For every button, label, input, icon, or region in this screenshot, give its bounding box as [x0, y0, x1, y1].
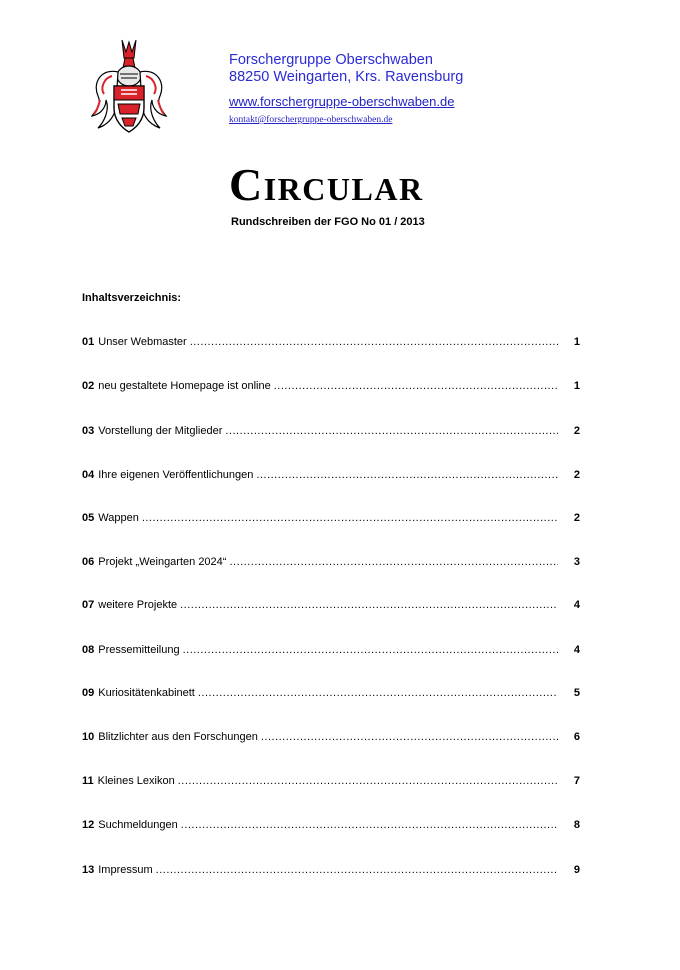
toc-dot-leader	[261, 729, 558, 745]
toc-dot-leader	[181, 817, 558, 833]
toc-dot-leader	[225, 423, 558, 439]
toc-entry-title: Wappen	[98, 512, 139, 524]
toc-entry-number: 13	[82, 864, 95, 876]
toc-entry-number: 10	[82, 731, 95, 743]
toc-entry-title: Projekt „Weingarten 2024“	[98, 556, 227, 568]
toc-entry-page-number: 7	[573, 775, 580, 787]
toc-entry-number: 06	[82, 556, 95, 568]
toc-dot-leader	[274, 378, 558, 394]
toc-entry-title: Blitzlichter aus den Forschungen	[98, 731, 258, 743]
website-link[interactable]: www.forschergruppe-oberschwaben.de	[229, 94, 455, 109]
toc-entry-title: Unser Webmaster	[98, 336, 187, 348]
toc-entry-number: 05	[82, 512, 95, 524]
toc-entry[interactable]	[82, 510, 580, 526]
toc-entry[interactable]	[82, 642, 580, 658]
toc-entry[interactable]	[82, 378, 580, 394]
toc-entry-title: Suchmeldungen	[98, 819, 178, 831]
toc-heading: Inhaltsverzeichnis:	[82, 292, 182, 304]
toc-entry-page-number: 3	[573, 556, 580, 568]
toc-entry-title: Vorstellung der Mitglieder	[98, 425, 223, 437]
toc-dot-leader	[256, 467, 558, 483]
organization-header	[229, 52, 463, 125]
toc-entry[interactable]	[82, 467, 580, 483]
toc-entry-page-number: 4	[573, 599, 580, 611]
toc-dot-leader	[183, 642, 558, 658]
toc-entry-number: 07	[82, 599, 95, 611]
document-subtitle: Rundschreiben der FGO No 01 / 2013	[231, 216, 425, 228]
toc-entry-title: Kuriositätenkabinett	[98, 687, 195, 699]
toc-entry-number: 11	[82, 775, 94, 787]
toc-entry[interactable]	[82, 817, 580, 833]
toc-entry-title: Impressum	[98, 864, 153, 876]
toc-entry-page-number: 1	[573, 380, 580, 392]
toc-entry[interactable]	[82, 554, 580, 570]
toc-entry-page-number: 1	[573, 336, 580, 348]
toc-entry-number: 02	[82, 380, 95, 392]
organization-address: 88250 Weingarten, Krs. Ravensburg	[229, 69, 464, 85]
toc-entry-page-number: 2	[573, 512, 580, 524]
toc-entry-page-number: 4	[573, 644, 580, 656]
toc-entry-title: neu gestaltete Homepage ist online	[98, 380, 271, 392]
organization-name: Forschergruppe Oberschwaben	[229, 52, 433, 68]
toc-entry[interactable]	[82, 597, 580, 613]
email-link[interactable]: kontakt@forschergruppe-oberschwaben.de	[229, 115, 393, 125]
toc-entry-title: Kleines Lexikon	[97, 775, 175, 787]
toc-entry-title: Ihre eigenen Veröffentlichungen	[98, 469, 254, 481]
toc-dot-leader	[142, 510, 558, 526]
toc-entry-number: 04	[82, 469, 95, 481]
toc-entry[interactable]	[82, 729, 580, 745]
toc-dot-leader	[156, 862, 558, 878]
toc-entry[interactable]	[82, 334, 580, 350]
document-title: Circular	[229, 159, 424, 210]
toc-entry-number: 08	[82, 644, 95, 656]
toc-entry-page-number: 5	[573, 687, 580, 699]
toc-entry-number: 01	[82, 336, 95, 348]
toc-entry-page-number: 8	[573, 819, 580, 831]
toc-entry-title: weitere Projekte	[98, 599, 178, 611]
coat-of-arms-icon	[88, 38, 170, 138]
toc-entry[interactable]	[82, 773, 580, 789]
toc-entry-number: 03	[82, 425, 95, 437]
toc-dot-leader	[198, 685, 558, 701]
toc-entry-number: 12	[82, 819, 95, 831]
toc-dot-leader	[180, 597, 558, 613]
toc-entry[interactable]	[82, 862, 580, 878]
toc-entry-page-number: 2	[573, 469, 580, 481]
toc-entry[interactable]	[82, 685, 580, 701]
toc-entry-page-number: 9	[573, 864, 580, 876]
toc-entry-page-number: 2	[573, 425, 580, 437]
toc-dot-leader	[190, 334, 558, 350]
toc-entry-title: Pressemitteilung	[98, 644, 180, 656]
toc-entry[interactable]	[82, 423, 580, 439]
toc-dot-leader	[229, 554, 558, 570]
toc-entry-page-number: 6	[573, 731, 580, 743]
toc-dot-leader	[178, 773, 558, 789]
toc-entry-number: 09	[82, 687, 95, 699]
